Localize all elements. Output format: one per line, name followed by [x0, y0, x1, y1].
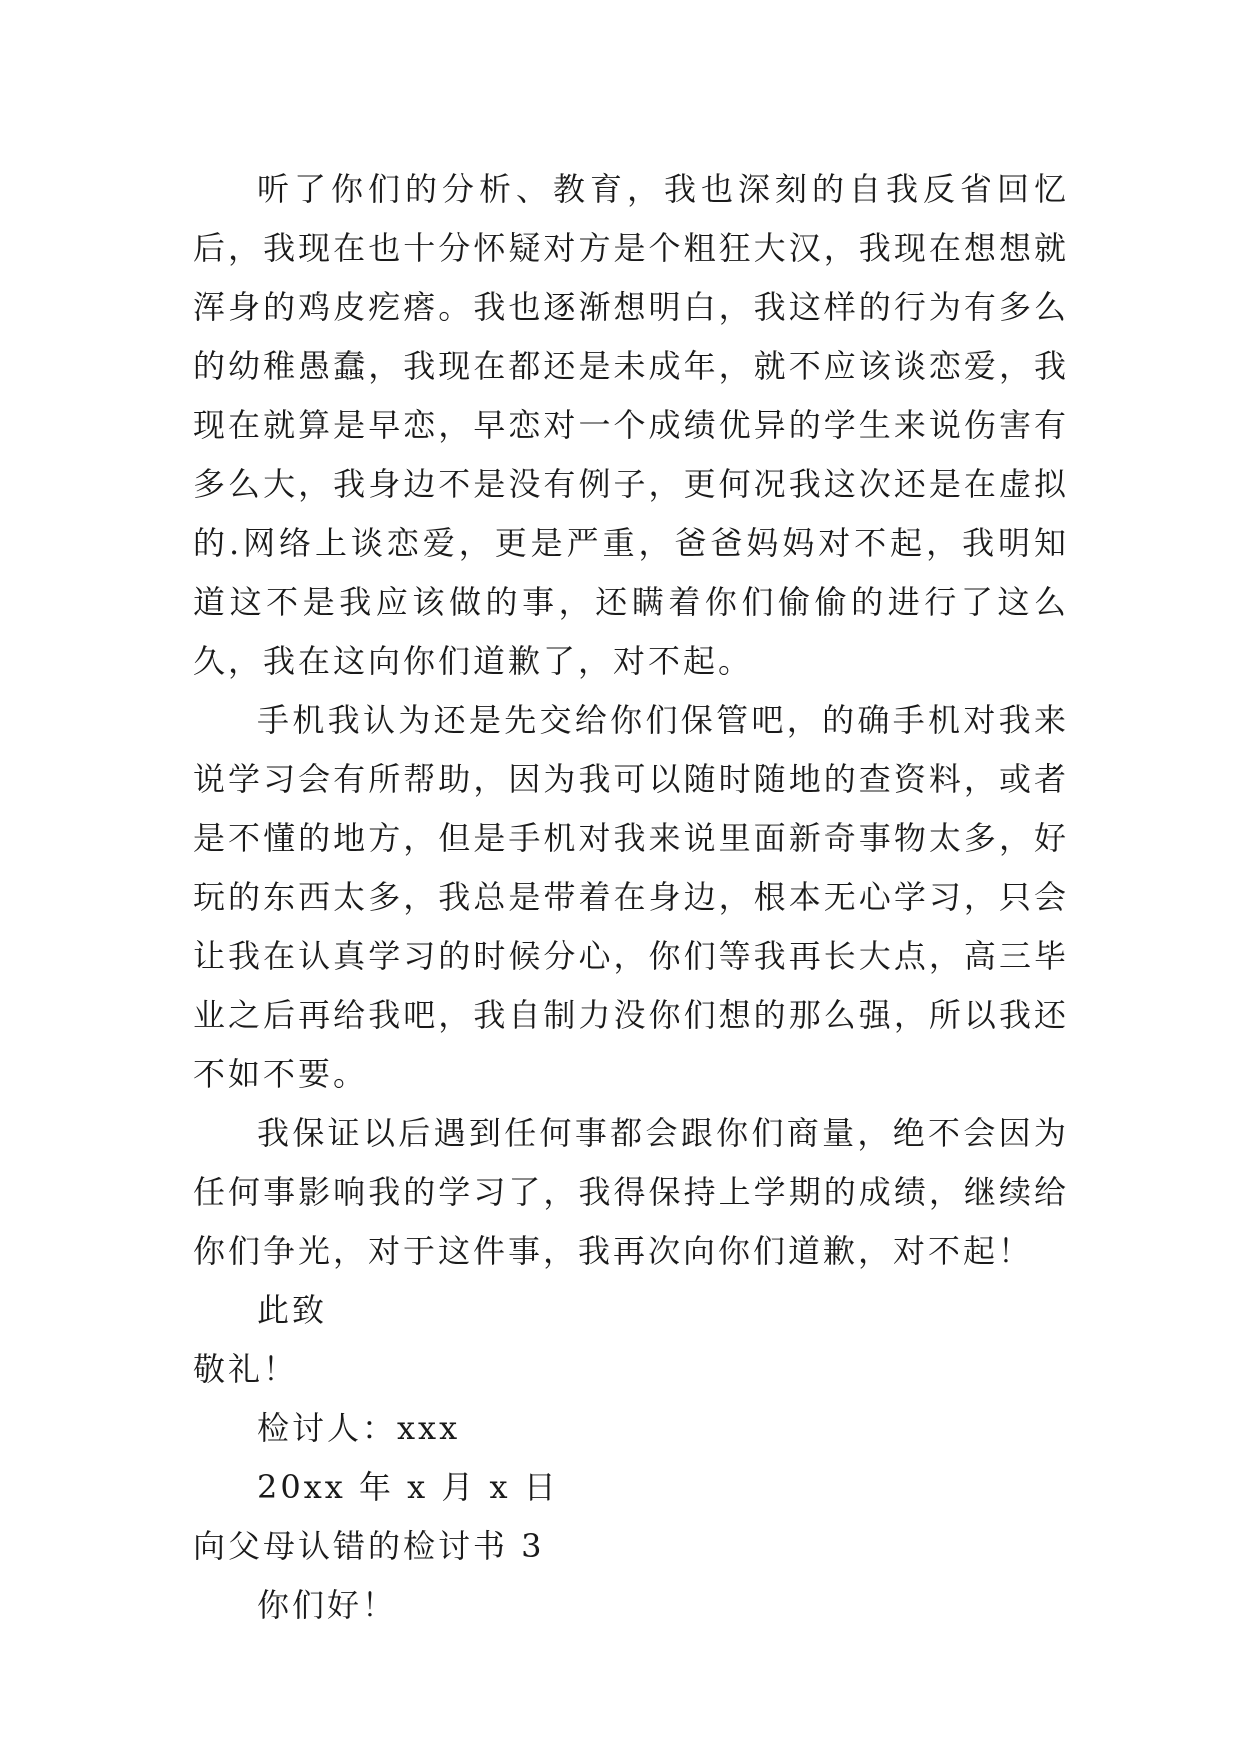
closing-line: 此致: [257, 1291, 328, 1329]
paragraph-apology: 听了你们的分析、教育，我也深刻的自我反省回忆后，我现在也十分怀疑对方是个粗狂大汉，我现在想想就浑身的鸡皮疙瘩。我也逐渐想明白，我这样的行为有多么的幼稚愚蠢，我现在都还是未成年，就不应该谈恋爱，我现在就算是早恋，早恋对一个成绩优异的学生来说伤害有多么大，我身边不是没有例子，更何况我这次还是在虚拟的.网络上谈恋爱，更是严重，爸爸妈妈对不起，我明知道这不是我应该做的事，还瞒着你们偷偷的进行了这么久，我在这向你们道歉了，对不起。: [193, 170, 1069, 680]
greeting-line: 你们好！: [257, 1586, 398, 1624]
next-letter-title: 向父母认错的检讨书 3: [193, 1527, 545, 1565]
salute-line: 敬礼！: [193, 1350, 299, 1388]
letter-body: [193, 160, 1069, 1635]
signature-line: 检讨人：xxx: [257, 1409, 461, 1447]
paragraph-promise: 我保证以后遇到任何事都会跟你们商量，绝不会因为任何事影响我的学习了，我得保持上学期的成绩，继续给你们争光，对于这件事，我再次向你们道歉，对不起！: [193, 1114, 1069, 1270]
paragraph-phone: 手机我认为还是先交给你们保管吧，的确手机对我来说学习会有所帮助，因为我可以随时随地的查资料，或者是不懂的地方，但是手机对我来说里面新奇事物太多，好玩的东西太多，我总是带着在身边，根本无心学习，只会让我在认真学习的时候分心，你们等我再长大点，高三毕业之后再给我吧，我自制力没你们想的那么强，所以我还不如不要。: [193, 701, 1069, 1093]
date-line: 20xx 年 x 月 x 日: [257, 1468, 559, 1506]
